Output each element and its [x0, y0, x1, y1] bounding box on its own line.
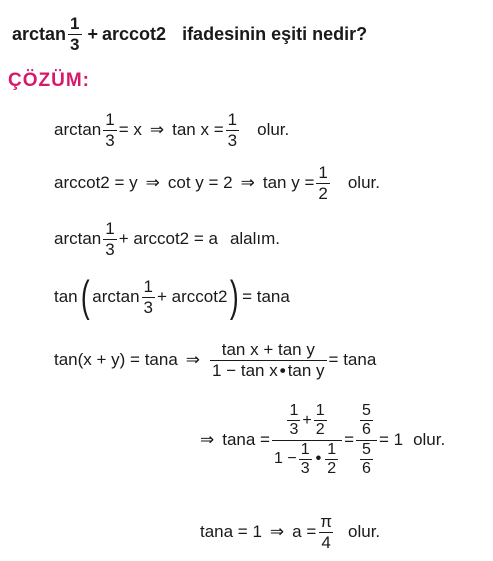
step-4-tan: tan	[54, 287, 78, 306]
step-2-fraction	[316, 163, 329, 203]
step-2-num: 1	[318, 163, 328, 182]
step-2-cot: cot y = 2	[167, 173, 233, 193]
step-1-num: 1	[105, 110, 115, 129]
step-6-bignum	[283, 402, 330, 440]
step-6-five: 5	[362, 402, 371, 419]
step-6-six-b: 6	[362, 460, 371, 478]
step-6-frac-12b	[325, 441, 338, 479]
step-1-eq: = x	[118, 120, 142, 140]
step-5-den	[210, 360, 327, 381]
step-3-alalim: alalım.	[229, 229, 281, 249]
step-6-six: 6	[362, 421, 371, 439]
step-6-frac-13	[287, 402, 300, 440]
step-5-lhs: tan(x + y) = tana	[54, 350, 178, 370]
step-6-one: 1	[289, 402, 299, 419]
step-6	[200, 402, 445, 479]
step-6-two: 2	[315, 421, 325, 439]
step-3-num: 1	[105, 219, 115, 238]
step-6-one-b: 1	[315, 402, 325, 419]
step-6-two-b: 2	[327, 460, 337, 478]
step-1-tan: tan x =	[172, 120, 224, 140]
step-6-fraction-56	[356, 402, 377, 479]
implies-icon: ⇒	[149, 120, 165, 140]
step-6-plus: +	[302, 411, 312, 429]
left-paren: (	[80, 272, 90, 321]
question	[12, 14, 367, 54]
step-3	[54, 219, 280, 259]
step-3-fraction	[103, 219, 116, 259]
step-2-den: 2	[318, 183, 328, 203]
question-arctan: arctan	[12, 23, 67, 44]
step-5	[54, 340, 376, 380]
step-6-frac-12	[314, 402, 327, 440]
step-7-tana: tana = 1	[200, 522, 262, 542]
step-7	[200, 512, 380, 552]
step-4-arctan: arctan	[92, 287, 140, 306]
right-paren: )	[230, 272, 240, 321]
step-5-den-b: tan y	[287, 360, 325, 380]
step-6-minus: 1 −	[274, 450, 297, 468]
step-6-one-c: 1	[300, 440, 310, 458]
step-7-olur: olur.	[348, 522, 381, 542]
step-7-four: 4	[321, 532, 331, 552]
step-6-frac-13b	[299, 441, 312, 479]
step-5-eq: = tana	[328, 350, 377, 370]
step-6-frac-56a	[360, 402, 373, 440]
question-text: ifadesinin eşiti nedir?	[182, 23, 368, 44]
step-6-result: = 1	[378, 430, 404, 450]
step-6-bigden	[272, 440, 342, 479]
step-5-num: tan x + tan y	[221, 340, 315, 359]
step-3-den: 3	[105, 239, 115, 259]
step-6-tana: tana =	[222, 430, 270, 450]
step-6-one-d: 1	[327, 440, 337, 458]
step-2	[54, 163, 380, 203]
step-6-den-frac	[356, 440, 377, 479]
step-1-den-2: 3	[227, 130, 238, 150]
question-fraction	[68, 14, 81, 54]
step-1	[54, 110, 289, 150]
step-5-fraction	[210, 340, 327, 380]
step-3-sum: + arccot2 = a	[118, 229, 218, 249]
step-1-fraction-2	[226, 110, 239, 150]
step-2-tan: tan y =	[262, 173, 315, 193]
step-7-pi: π	[320, 512, 333, 531]
implies-icon: ⇒	[240, 173, 255, 193]
dot-icon: •	[315, 450, 322, 468]
dot-icon: •	[279, 360, 286, 380]
step-1-num-2: 1	[227, 110, 238, 129]
step-6-bigfraction	[272, 402, 342, 479]
step-6-three: 3	[289, 421, 299, 439]
question-plus: +	[87, 23, 99, 44]
step-6-five-b: 5	[362, 440, 371, 458]
implies-icon: ⇒	[145, 173, 160, 193]
step-2-arccot: arccot2 = y	[54, 173, 138, 193]
step-4-arccot: + arccot2	[157, 287, 228, 306]
step-2-olur: olur.	[347, 173, 380, 193]
step-5-den-a: 1 − tan x	[212, 360, 278, 380]
step-3-arctan: arctan	[54, 229, 102, 249]
implies-icon: ⇒	[200, 430, 215, 450]
step-4-den: 3	[143, 297, 154, 317]
step-1-den: 3	[105, 130, 115, 150]
step-6-olur: olur.	[413, 430, 446, 450]
solution-label: ÇÖZÜM:	[8, 70, 90, 91]
step-6-eq: =	[344, 430, 355, 450]
implies-icon: ⇒	[269, 522, 285, 542]
step-4-num: 1	[143, 276, 154, 296]
step-1-olur: olur.	[257, 120, 290, 140]
step-4-eq: = tana	[242, 287, 290, 306]
step-1-arctan: arctan	[54, 120, 102, 140]
step-4	[54, 272, 290, 321]
question-fraction-den: 3	[70, 34, 80, 54]
question-arccot: arccot2	[102, 23, 167, 44]
step-6-frac-56b	[360, 441, 373, 479]
step-1-fraction	[103, 110, 116, 150]
step-7-a: a =	[292, 522, 317, 542]
step-6-num-frac	[356, 402, 377, 440]
step-7-fraction	[318, 512, 334, 552]
question-fraction-num: 1	[70, 14, 80, 33]
step-4-fraction	[142, 277, 155, 317]
implies-icon: ⇒	[185, 350, 201, 370]
step-6-three-b: 3	[300, 460, 310, 478]
